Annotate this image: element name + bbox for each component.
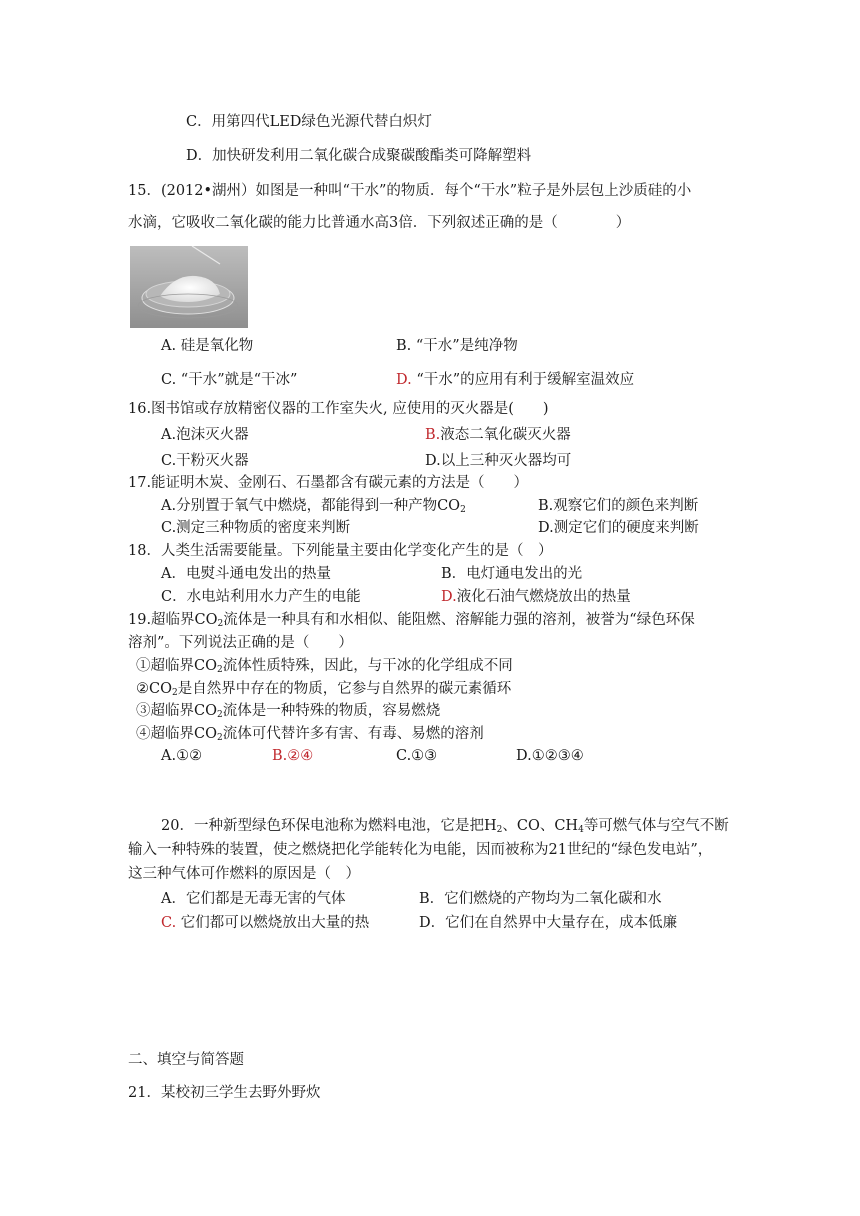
q19-option-d: D.①②③④: [516, 748, 584, 764]
q19-stem-line2: 溶剂”。下列说法正确的是（ ）: [128, 635, 353, 651]
q16-answer-letter: B.: [425, 427, 441, 443]
q19-statement-2: $②CO_2$是自然界中存在的物质，它参与自然界的碳元素循环: [136, 681, 512, 698]
q15-stem-line1: 15．(2012•湖州）如图是一种叫“干水”的物质．每个“干水”粒子是外层包上沙质硅的小: [128, 183, 692, 199]
q19-statement-3: ③超临界$CO_2$流体是一种特殊的物质，容易燃烧: [136, 703, 441, 720]
q17-option-b: B.观察它们的颜色来判断: [538, 498, 699, 514]
q20-stem-line2: 输入一种特殊的装置，使之燃烧把化学能转化为电能，因而被称为21世纪的“绿色发电站”，: [128, 842, 713, 858]
q19-option-c: C.①③: [396, 748, 438, 764]
q14-option-c: C．用第四代LED绿色光源代替白炽灯: [186, 114, 432, 130]
q19-statement-4: ④超临界$CO_2$流体可代替许多有害、有毒、易燃的溶剂: [136, 726, 484, 743]
q19-stem-line1: 19.超临界$CO_2$流体是一种具有和水相似、能阻燃、溶解能力强的溶剂，被誉为“绿色环保: [128, 612, 695, 629]
q18-answer-letter: D.: [441, 589, 457, 605]
q18-option-c: C．水电站利用水力产生的电能: [161, 589, 361, 605]
q17-option-a: A.分别置于氧气中燃烧，都能得到一种产物$CO_2$: [161, 498, 466, 515]
q15-stem-line2: 水滴，它吸收二氧化碳的能力比普通水高3倍．下列叙述正确的是（ ）: [128, 215, 631, 231]
q19-statement-1: ①超临界$CO_2$流体性质特殊，因此，与干冰的化学组成不同: [136, 658, 513, 675]
q20-stem-line1: 20．一种新型绿色环保电池称为燃料电池，它是把$H_2$、CO、$CH_4$等可燃气体与空气不断: [161, 818, 729, 835]
q16-option-d: D.以上三种灭火器均可: [425, 453, 572, 469]
section-title: 二、填空与简答题: [128, 1052, 244, 1068]
q20-option-c: C. 它们都可以燃烧放出大量的热: [161, 915, 370, 931]
q17-stem: 17.能证明木炭、金刚石、石墨都含有碳元素的方法是（ ）: [128, 475, 529, 491]
q15-answer-letter: D.: [396, 372, 412, 388]
q16-option-b: B.液态二氧化碳灭火器: [425, 427, 571, 443]
q19-option-b: B.②④: [272, 748, 314, 764]
q15-option-c: C. “干水”就是“干冰”: [161, 372, 298, 388]
q20-answer-letter: C.: [161, 915, 177, 931]
q20-option-d: D．它们在自然界中大量存在，成本低廉: [419, 915, 678, 931]
q17-option-c: C.测定三种物质的密度来判断: [161, 520, 351, 536]
q16-option-a: A.泡沫灭火器: [161, 427, 249, 443]
q20-stem-line3: 这三种气体可作燃料的原因是（ ）: [128, 866, 360, 882]
q21-stem: 21．某校初三学生去野外野炊: [128, 1085, 321, 1101]
q20-option-b: B．它们燃烧的产物均为二氧化碳和水: [419, 891, 662, 907]
q15-option-a: A. 硅是氧化物: [161, 338, 254, 354]
q15-option-d: D. “干水”的应用有利于缓解室温效应: [396, 372, 635, 388]
dry-water-photo: [130, 246, 248, 328]
q18-stem: 18．人类生活需要能量。下列能量主要由化学变化产生的是（ ）: [128, 543, 553, 559]
q16-stem: 16.图书馆或存放精密仪器的工作室失火, 应使用的灭火器是( ): [128, 401, 549, 417]
q17-option-d: D.测定它们的硬度来判断: [538, 520, 699, 536]
q18-option-d: D.液化石油气燃烧放出的热量: [441, 589, 631, 605]
q15-option-b: B. “干水”是纯净物: [396, 338, 518, 354]
q16-option-c: C.干粉灭火器: [161, 453, 249, 469]
q19-option-a: A.①②: [161, 748, 203, 764]
q14-option-d: D．加快研发利用二氧化碳合成聚碳酸酯类可降解塑料: [186, 148, 532, 164]
q18-option-a: A．电熨斗通电发出的热量: [161, 566, 331, 582]
q20-option-a: A．它们都是无毒无害的气体: [161, 891, 346, 907]
q18-option-b: B．电灯通电发出的光: [441, 566, 583, 582]
